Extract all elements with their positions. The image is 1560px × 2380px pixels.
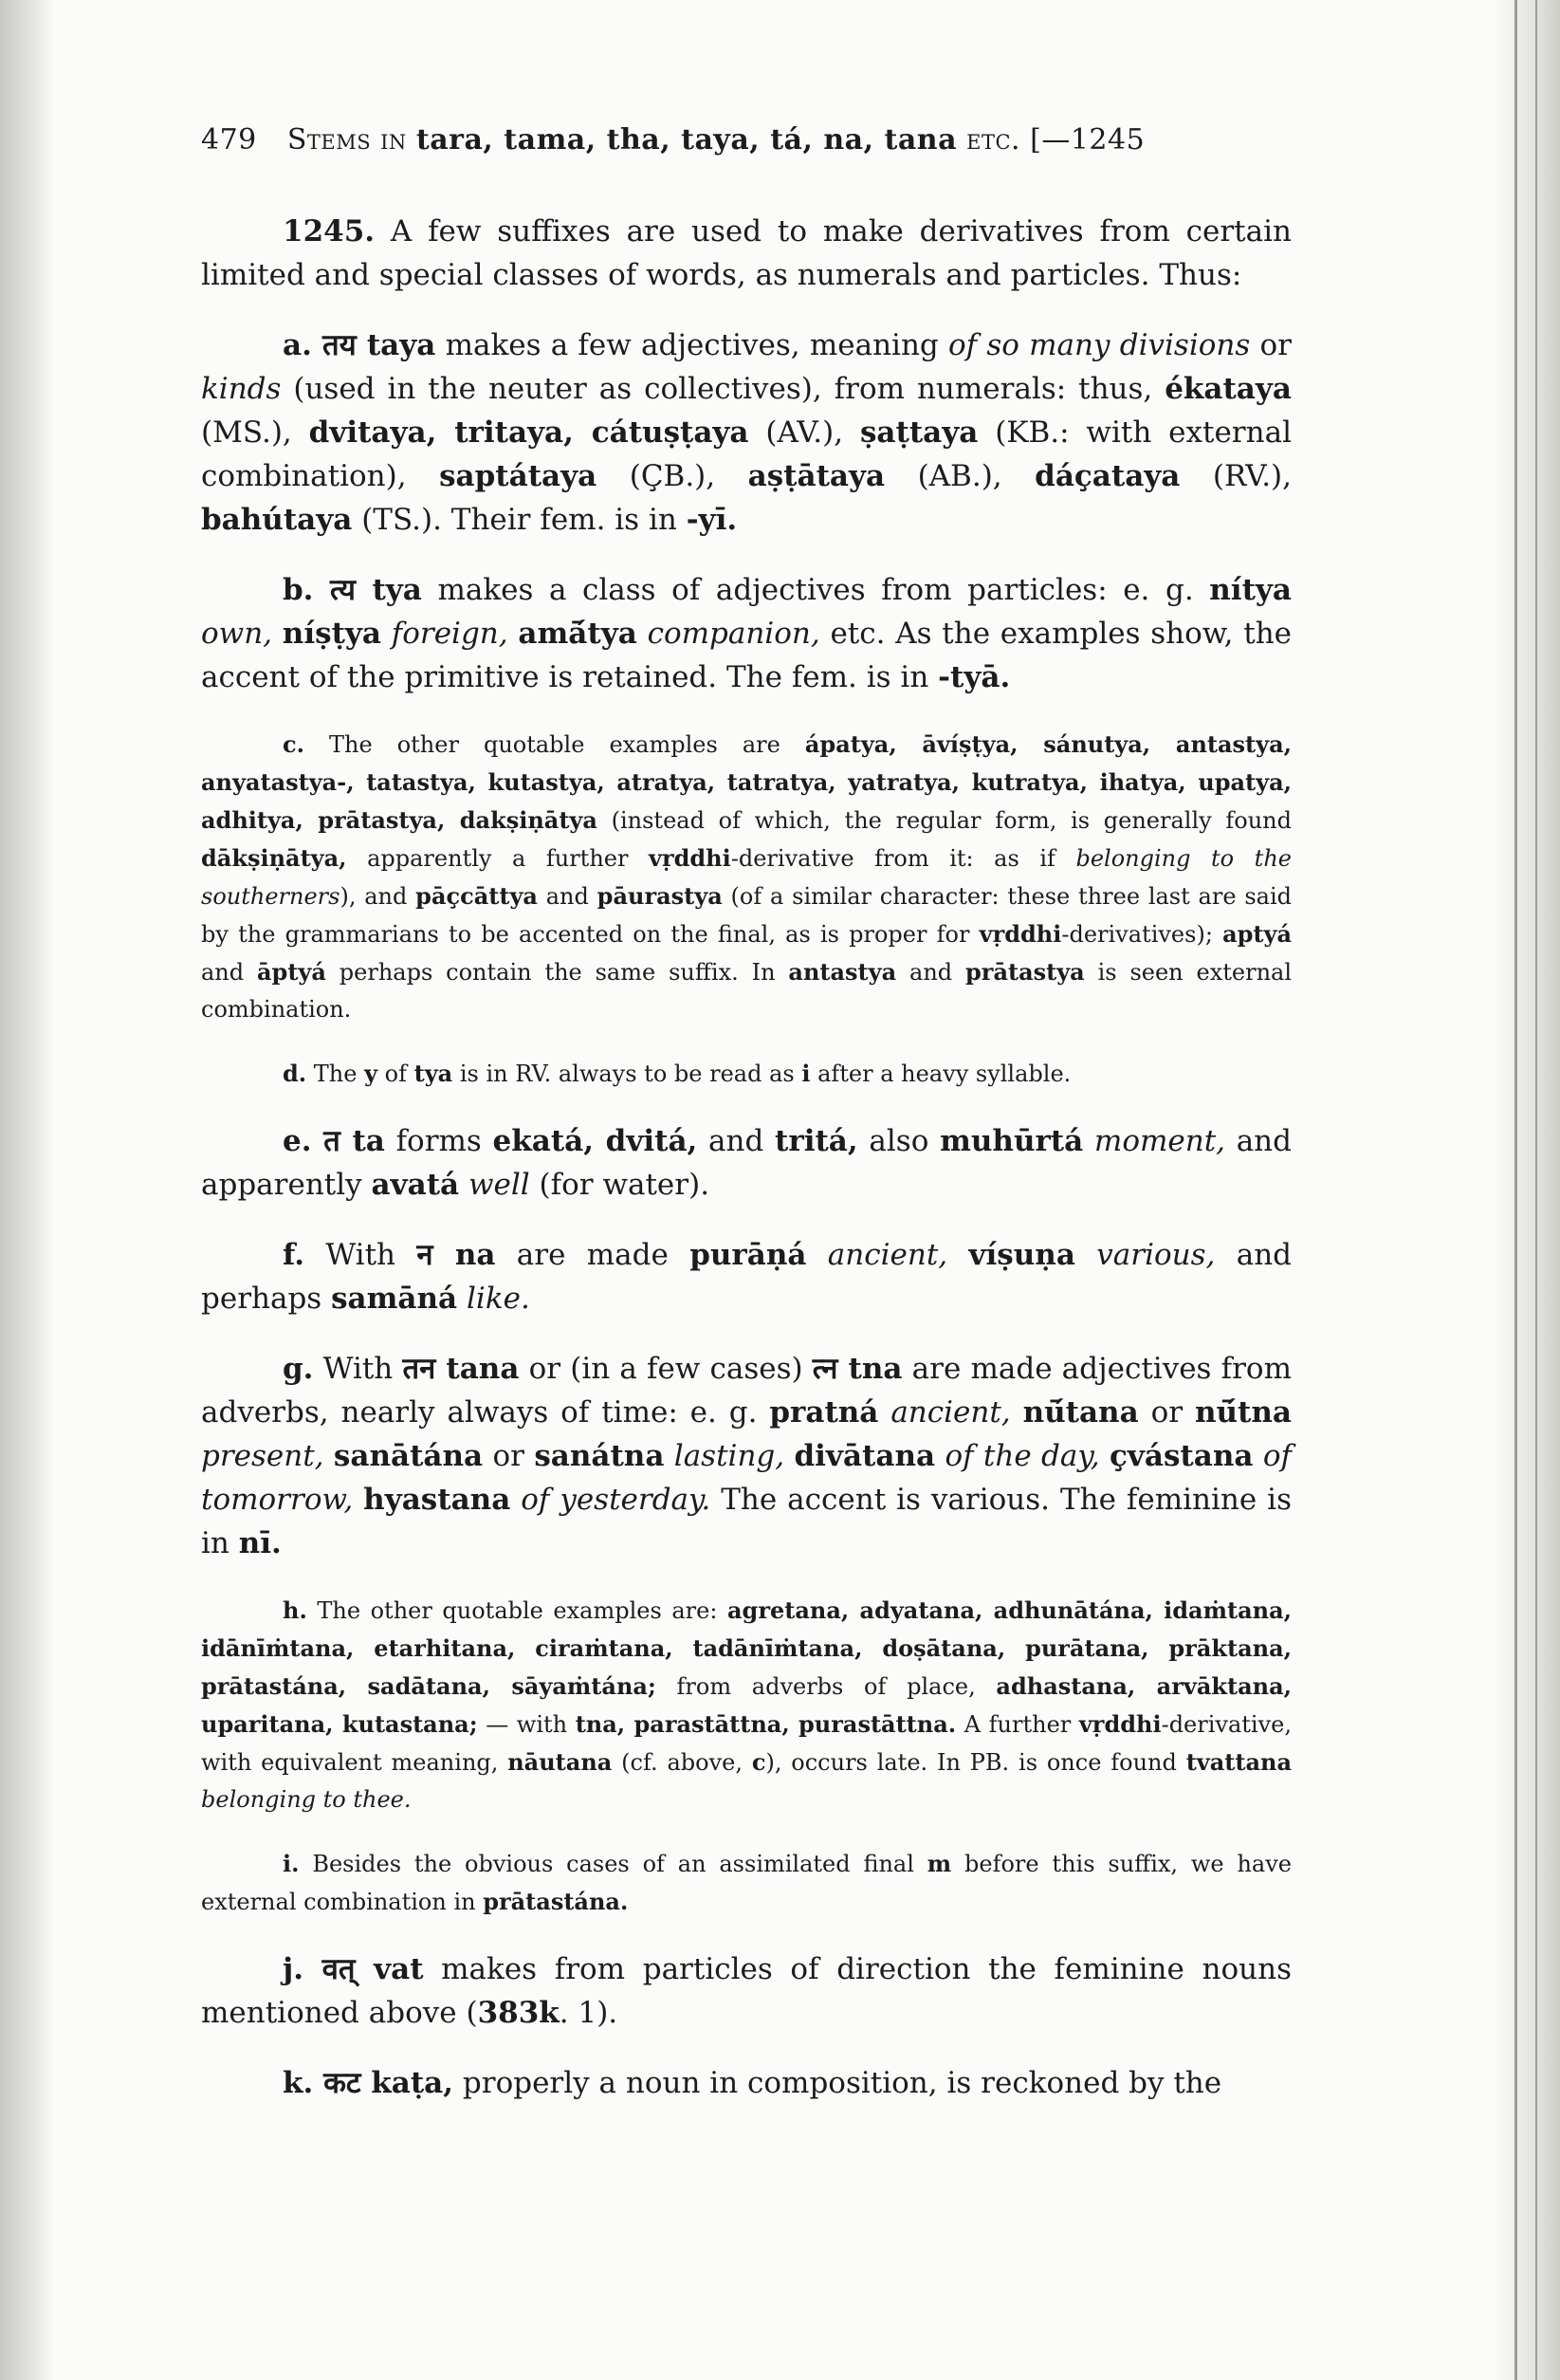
- bold-term: त्न tna: [812, 1352, 903, 1386]
- bold-term: pāçcāttya: [415, 882, 538, 910]
- text-run: (MS.),: [201, 415, 309, 450]
- bold-term: hyastana: [363, 1483, 511, 1517]
- bold-term: e.: [283, 1124, 312, 1158]
- text-run: makes a few adjectives, meaning: [435, 328, 948, 362]
- text-run: . 1).: [559, 1996, 618, 2030]
- bold-term: b.: [283, 573, 314, 607]
- text-run: is seen external combination.: [201, 959, 1293, 1023]
- bold-term: nī.: [238, 1526, 282, 1560]
- bold-term: bahútaya: [201, 503, 353, 537]
- bold-term: sanātána: [333, 1439, 484, 1473]
- text-run: ), and: [340, 883, 416, 910]
- text-run: [272, 617, 283, 651]
- italic-gloss: well: [468, 1168, 530, 1202]
- text-run: and: [201, 959, 257, 986]
- text-run: (cf. above,: [612, 1749, 752, 1776]
- paragraph-1245: [201, 210, 1292, 297]
- text-run: The other quotable examples are: [303, 731, 805, 758]
- paragraph-a: [201, 323, 1292, 542]
- bold-term: कट kaṭa,: [313, 2066, 454, 2100]
- text-run: [878, 1395, 890, 1430]
- bold-term: ekatá, dvitá,: [492, 1124, 698, 1158]
- text-run: also: [857, 1124, 941, 1158]
- italic-gloss: of tomorrow,: [201, 1439, 1292, 1517]
- text-run: ), occurs late. In PB. is once found: [765, 1749, 1186, 1776]
- text-run: or: [1138, 1395, 1195, 1430]
- italic-gloss: companion,: [647, 617, 820, 651]
- text-run: (AB.),: [885, 459, 1036, 493]
- text-run: [508, 617, 519, 651]
- bold-term: vṛddhi: [649, 844, 731, 872]
- italic-gloss: belonging to thee.: [201, 1786, 412, 1813]
- bold-term: antastya: [788, 958, 897, 986]
- text-run: (RV.),: [1180, 459, 1292, 493]
- text-run: A few suffixes are used to make derivatives from certain limited and special classes of words, as numerals and particles. Thus:: [201, 214, 1292, 292]
- text-run: [353, 1483, 363, 1517]
- text-run: and perhaps: [201, 1238, 1293, 1316]
- scan-right-edge: [1494, 0, 1560, 2380]
- bold-term: divātana: [794, 1439, 936, 1473]
- paragraph-k: [201, 2061, 1292, 2105]
- text-run: (KB.: with external combination),: [201, 415, 1292, 493]
- bold-term: वत् vat: [303, 1952, 424, 1986]
- bold-term: pāurastya: [596, 882, 723, 910]
- bold-term: vṛddhi: [979, 920, 1062, 948]
- text-run: and: [537, 883, 597, 910]
- bold-term: pratná: [769, 1395, 879, 1430]
- bold-term: adhastana, arvāktana, uparitana, kutastana;: [201, 1672, 1292, 1738]
- text-run: The: [306, 1061, 365, 1087]
- text-run: (of a similar character: these three last are said by the grammarians to be accented on the final, as is proper for: [201, 883, 1293, 948]
- bold-term: sanátna: [534, 1439, 665, 1473]
- italic-gloss: ancient,: [890, 1395, 1011, 1430]
- text-run: The accent is various. The feminine is in: [201, 1483, 1292, 1560]
- page-number: 479: [201, 123, 257, 157]
- bold-term: saptátaya: [439, 459, 597, 493]
- bold-term: ṣaṭtaya: [859, 415, 979, 450]
- bold-term: prātastya: [965, 958, 1085, 986]
- text-run: (AV.),: [748, 415, 860, 450]
- text-run: after a heavy syllable.: [810, 1061, 1072, 1087]
- paragraph-c: [201, 726, 1292, 1028]
- bold-term: i: [801, 1060, 811, 1087]
- bold-term: muhūrtá: [940, 1124, 1084, 1158]
- bold-term: tritá,: [775, 1124, 858, 1158]
- text-run: forms: [384, 1124, 493, 1158]
- text-run: (for water).: [529, 1168, 710, 1202]
- italic-gloss: of so many divisions: [948, 328, 1251, 362]
- text-run: perhaps contain the same suffix. In: [325, 959, 789, 986]
- paragraph-i: [201, 1845, 1292, 1921]
- bold-term: तन tana: [402, 1352, 520, 1386]
- text-run: The other quotable examples are:: [306, 1597, 727, 1624]
- bold-term: g.: [283, 1352, 314, 1386]
- scan-edge-line: [1535, 0, 1537, 2380]
- text-run: or: [1250, 328, 1292, 362]
- text-run: are made adjectives from adverbs, nearly always of time: e. g.: [201, 1352, 1292, 1430]
- scan-left-edge: [0, 0, 55, 2380]
- bold-term: vṛddhi: [1078, 1710, 1162, 1738]
- scan-edge-line: [1514, 0, 1517, 2380]
- text-run: and: [896, 959, 966, 986]
- text-run: before this suffix, we have external combination in: [201, 1851, 1293, 1915]
- text-run: apparently a further: [346, 845, 650, 872]
- bold-term: न na: [416, 1238, 496, 1272]
- text-run: A further: [956, 1711, 1079, 1738]
- bold-term: -yī.: [686, 503, 738, 537]
- italic-gloss: lasting,: [673, 1439, 785, 1473]
- bold-term: tna, parastāttna, purastāttna.: [575, 1710, 957, 1738]
- text-run: [510, 1483, 521, 1517]
- text-run: [935, 1439, 945, 1473]
- text-run: or: [483, 1439, 535, 1473]
- text-run: (ÇB.),: [596, 459, 748, 493]
- page-content: [201, 114, 1292, 2131]
- bold-term: aptyá: [1222, 920, 1293, 948]
- text-run: -derivative from it: as if: [730, 845, 1076, 872]
- bold-term: amā́tya: [518, 617, 637, 651]
- text-run: [784, 1439, 794, 1473]
- bold-term: d.: [283, 1060, 307, 1087]
- text-run: is in RV. always to be read as: [452, 1061, 802, 1087]
- bold-term: nū́tana: [1022, 1395, 1139, 1430]
- text-run: [1011, 1395, 1023, 1430]
- italic-gloss: moment,: [1093, 1124, 1225, 1158]
- bold-term: c: [751, 1748, 766, 1776]
- bold-term: h.: [283, 1596, 307, 1624]
- text-run: [324, 1439, 334, 1473]
- italic-gloss: belonging to the southerners: [201, 845, 1292, 910]
- text-run: and: [697, 1124, 776, 1158]
- italic-gloss: like.: [467, 1282, 530, 1316]
- bold-term: tya: [413, 1060, 453, 1087]
- bold-term: ápatya, āvíṣṭya, sánutya, antastya, anyatastya-, tatastya, kutastya, atratya, tatratya, yatratya, kutratya, ihatya, upatya, adhitya, prātastya, dakṣiṇātya: [201, 730, 1292, 834]
- paragraph-g: [201, 1347, 1292, 1565]
- text-run: [637, 617, 648, 651]
- italic-gloss: foreign,: [391, 617, 508, 651]
- bold-term: níṣṭya: [282, 617, 381, 651]
- text-run: (instead of which, the regular form, is generally found: [596, 807, 1293, 834]
- bold-term: agretana, adyatana, adhunātána, idaṁtana, idānīṁtana, etarhitana, ciraṁtana, tadānīṁtana, doṣātana, purātana, prāktana, prātastána, sadātana, sāyaṁtána;: [201, 1596, 1292, 1700]
- text-run: — with: [477, 1711, 576, 1738]
- bold-term: त्य tya: [313, 573, 422, 607]
- paragraph-e: [201, 1119, 1292, 1207]
- paragraph-j: [201, 1947, 1292, 2035]
- italic-gloss: of the day,: [945, 1439, 1100, 1473]
- text-run: -derivative, with equivalent meaning,: [201, 1711, 1292, 1776]
- bold-term: 383k: [477, 1996, 560, 2030]
- text-run: Besides the obvious cases of an assimilated final: [299, 1851, 927, 1877]
- bold-term: j.: [283, 1952, 304, 1986]
- text-run: [1253, 1439, 1262, 1473]
- text-run: [947, 1238, 968, 1272]
- bold-term: a.: [283, 328, 312, 362]
- text-run: properly a noun in composition, is reckoned by the: [453, 2066, 1222, 2100]
- bold-term: 1245.: [283, 214, 376, 249]
- bold-term: nū́tna: [1194, 1395, 1292, 1430]
- text-run: [664, 1439, 673, 1473]
- bold-term: k.: [283, 2066, 314, 2100]
- text-run: [459, 1168, 468, 1202]
- text-run: and apparently: [201, 1124, 1292, 1202]
- bold-term: prātastána.: [483, 1888, 629, 1915]
- running-header: [201, 123, 1292, 157]
- bold-term: nāutana: [507, 1748, 613, 1776]
- bold-term: aṣṭātaya: [747, 459, 886, 493]
- header-title-prefix: Stems in: [286, 123, 407, 157]
- paragraph-d: [201, 1055, 1292, 1093]
- text-run: [1083, 1124, 1094, 1158]
- bold-term: çvástana: [1110, 1439, 1254, 1473]
- text-run: (used in the neuter as collectives), from numerals: thus,: [281, 372, 1165, 406]
- text-run: [381, 617, 392, 651]
- bold-term: i.: [283, 1850, 300, 1877]
- header-section-range: [—1245: [1030, 123, 1146, 157]
- text-run: [1100, 1439, 1110, 1473]
- text-run: of: [377, 1061, 414, 1087]
- bold-term: āptyá: [257, 958, 326, 986]
- text-run: [806, 1238, 827, 1272]
- text-run: [1075, 1238, 1096, 1272]
- text-run: are made: [495, 1238, 690, 1272]
- bold-term: c.: [283, 730, 304, 758]
- italic-gloss: own,: [201, 617, 273, 651]
- bold-term: त ta: [311, 1124, 385, 1158]
- italic-gloss: various,: [1096, 1238, 1216, 1272]
- text-run: [457, 1282, 467, 1316]
- bold-term: dáçataya: [1035, 459, 1181, 493]
- text-run: makes from particles of direction the feminine nouns mentioned above (: [201, 1952, 1292, 2030]
- bold-term: तय taya: [311, 328, 436, 362]
- italic-gloss: present,: [201, 1439, 324, 1473]
- bold-term: samāná: [331, 1282, 458, 1316]
- bold-term: m: [927, 1850, 952, 1877]
- header-etc: etc.: [966, 123, 1021, 157]
- text-run: (TS.). Their fem. is in: [352, 503, 687, 537]
- text-run: makes a class of adjectives from particles: e. g.: [421, 573, 1210, 607]
- paragraph-f: [201, 1233, 1292, 1320]
- bold-term: f.: [283, 1238, 305, 1272]
- bold-term: dvitaya, tritaya, cátuṣṭaya: [308, 415, 749, 450]
- italic-gloss: kinds: [201, 372, 282, 406]
- bold-term: -tyā.: [938, 660, 1011, 694]
- text-run: from adverbs of place,: [655, 1673, 997, 1700]
- text-run: With: [304, 1238, 417, 1272]
- text-run: etc. As the examples show, the accent of the primitive is retained. The fem. is in: [201, 617, 1293, 694]
- text-run: -derivatives);: [1061, 921, 1223, 948]
- italic-gloss: of yesterday.: [521, 1483, 711, 1517]
- bold-term: dākṣiṇātya,: [201, 844, 347, 872]
- header-title-terms: tara, tama, tha, taya, tá, na, tana: [415, 123, 958, 157]
- bold-term: tvattana: [1185, 1748, 1293, 1776]
- bold-term: y: [364, 1060, 378, 1087]
- text-run: or (in a few cases): [519, 1352, 813, 1386]
- text-run: With: [313, 1352, 403, 1386]
- bold-term: avatá: [371, 1168, 460, 1202]
- bold-term: nítya: [1209, 573, 1292, 607]
- bold-term: purāṇá: [689, 1238, 807, 1272]
- paragraph-h: [201, 1592, 1292, 1818]
- paragraph-b: [201, 568, 1292, 699]
- bold-term: ékataya: [1165, 372, 1292, 406]
- bold-term: víṣuṇa: [968, 1238, 1075, 1272]
- italic-gloss: ancient,: [827, 1238, 948, 1272]
